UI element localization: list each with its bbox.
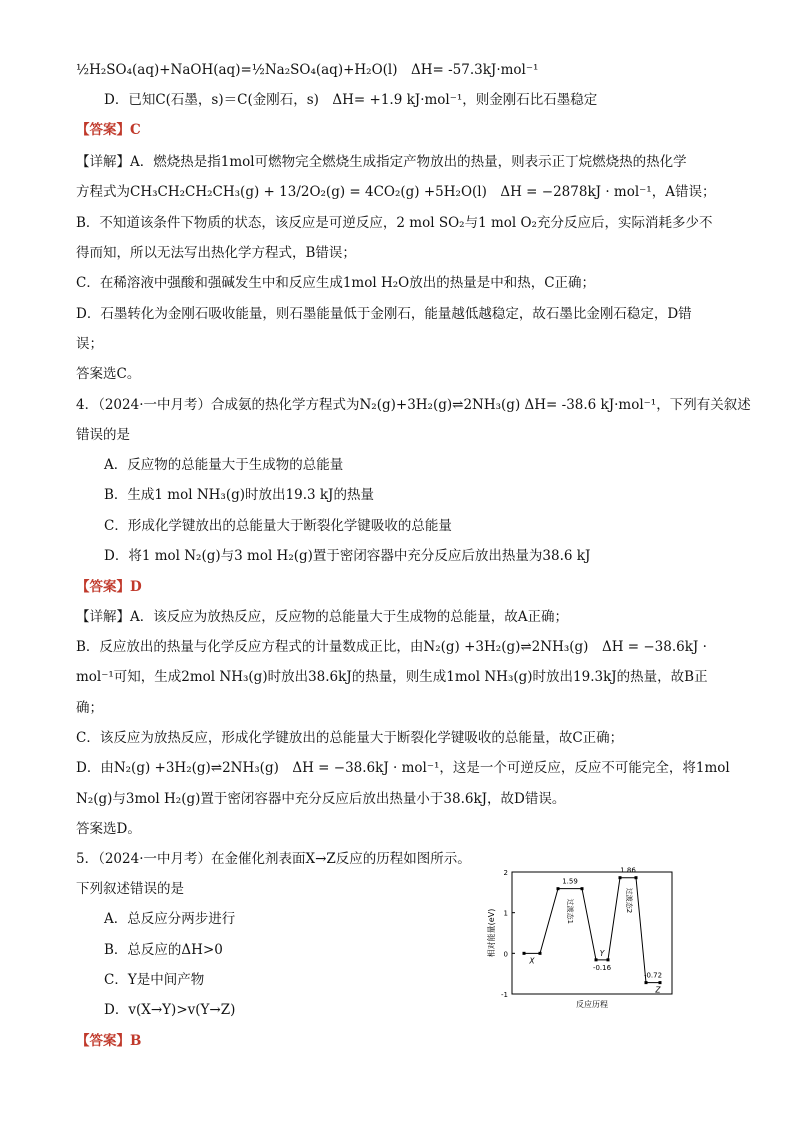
option-b: B．生成1 mol NH₃(g)时放出19.3 kJ的热量 [104, 487, 374, 503]
text-line: ½H₂SO₄(aq)+NaOH(aq)=½Na₂SO₄(aq)+H₂O(l) ΔH= -57.3kJ·mol⁻¹ [76, 62, 539, 78]
value-label: -0.16 [592, 963, 612, 972]
explanation-line: B．反应放出的热量与化学反应方程式的计量数成正比，由N₂(g) +3H₂(g)⇌2NH₃(g) ΔH = −38.6kJ · [76, 639, 707, 655]
answer-label: 【答案】B [76, 1033, 142, 1049]
explanation-line: mol⁻¹可知，生成2mol NH₃(g)时放出38.6kJ的热量，则生成1mol NH₃(g)时放出19.3kJ的热量，故B正 [76, 669, 708, 685]
y-tick-label: 2 [503, 869, 508, 877]
explanation-line: D．石墨转化为金刚石吸收能量，则石墨能量低于金刚石，能量越低越稳定，故石墨比金刚石稳定，D错 [76, 306, 692, 322]
energy-profile-chart [486, 862, 686, 1022]
y-tick-label: 1 [503, 909, 508, 918]
question-5-stem: 5．（2024·一中月考）在金催化剂表面X→Z反应的历程如图所示。 [76, 851, 471, 867]
explanation-line: 方程式为CH₃CH₂CH₂CH₃(g) + 13/2O₂(g) = 4CO₂(g) +5H₂O(l) ΔH = −2878kJ · mol⁻¹，A错误； [76, 184, 716, 200]
state-label: Y [599, 948, 605, 958]
y-tick-label: 0 [503, 950, 508, 959]
explanation-line: B．不知道该条件下物质的状态，该反应是可逆反应，2 mol SO₂与1 mol O₂充分反应后，实际消耗多少不 [76, 215, 713, 231]
state-label: X [529, 956, 535, 966]
state-label: Z [655, 985, 661, 995]
explanation-line: C．在稀溶液中强酸和强碱发生中和反应生成1mol H₂O放出的热量是中和热，C正确； [76, 275, 596, 291]
option-d: D．将1 mol N₂(g)与3 mol H₂(g)置于密闭容器中充分反应后放出热量为38.6 kJ [104, 548, 591, 564]
explanation-line: 【详解】A．该反应为放热反应，反应物的总能量大于生成物的总能量，故A正确； [76, 609, 568, 625]
value-label: 1.86 [620, 866, 636, 875]
question-4-stem: 错误的是 [76, 427, 130, 443]
question-4-stem: 4．（2024·一中月考）合成氨的热化学方程式为N₂(g)+3H₂(g)⇌2NH₃(g) ΔH= -38.6 kJ·mol⁻¹，下列有关叙述 [76, 397, 751, 413]
option-b: B．总反应的ΔH>0 [104, 942, 223, 958]
option-c: C．形成化学键放出的总能量大于断裂化学键吸收的总能量 [104, 518, 452, 534]
question-5-stem: 下列叙述错误的是 [76, 881, 184, 897]
answer-label: 【答案】C [76, 122, 141, 138]
answer-choice: 答案选C。 [76, 366, 141, 382]
state-label: 过渡态1 [566, 898, 574, 925]
y-axis-label: 相对能量(eV) [487, 908, 496, 958]
explanation-line: C．该反应为放热反应，形成化学键放出的总能量大于断裂化学键吸收的总能量，故C正确； [76, 730, 624, 746]
option-d: D．v(X→Y)>v(Y→Z) [104, 1002, 236, 1018]
option-a: A．总反应分两步进行 [104, 911, 236, 927]
x-axis-label: 反应历程 [576, 1000, 608, 1009]
option-a: A．反应物的总能量大于生成物的总能量 [104, 457, 344, 473]
value-label: 1.59 [562, 877, 578, 886]
explanation-line: D．由N₂(g) +3H₂(g)⇌2NH₃(g) ΔH = −38.6kJ · mol⁻¹，这是一个可逆反应，反应不可能完全，将1mol [76, 760, 730, 776]
explanation-line: N₂(g)与3mol H₂(g)置于密闭容器中充分反应后放出热量小于38.6kJ，故D错误。 [76, 791, 566, 807]
y-tick-label: -1 [501, 991, 508, 999]
answer-label: 【答案】D [76, 579, 142, 595]
state-label: 过渡态2 [625, 887, 633, 914]
explanation-line: 【详解】A．燃烧热是指1mol可燃物完全燃烧生成指定产物放出的热量，则表示正丁烷燃烧热的热化学 [76, 154, 687, 170]
explanation-line: 得而知，所以无法写出热化学方程式，B错误； [76, 245, 356, 261]
explanation-line: 误； [76, 336, 103, 352]
value-label: -0.72 [643, 971, 663, 980]
option-c: C．Y是中间产物 [104, 972, 205, 988]
explanation-line: 确； [76, 700, 103, 716]
answer-choice: 答案选D。 [76, 821, 141, 837]
option-d: D．已知C(石墨，s)＝C(金刚石，s) ΔH= +1.9 kJ·mol⁻¹，则金刚石比石墨稳定 [104, 92, 598, 108]
